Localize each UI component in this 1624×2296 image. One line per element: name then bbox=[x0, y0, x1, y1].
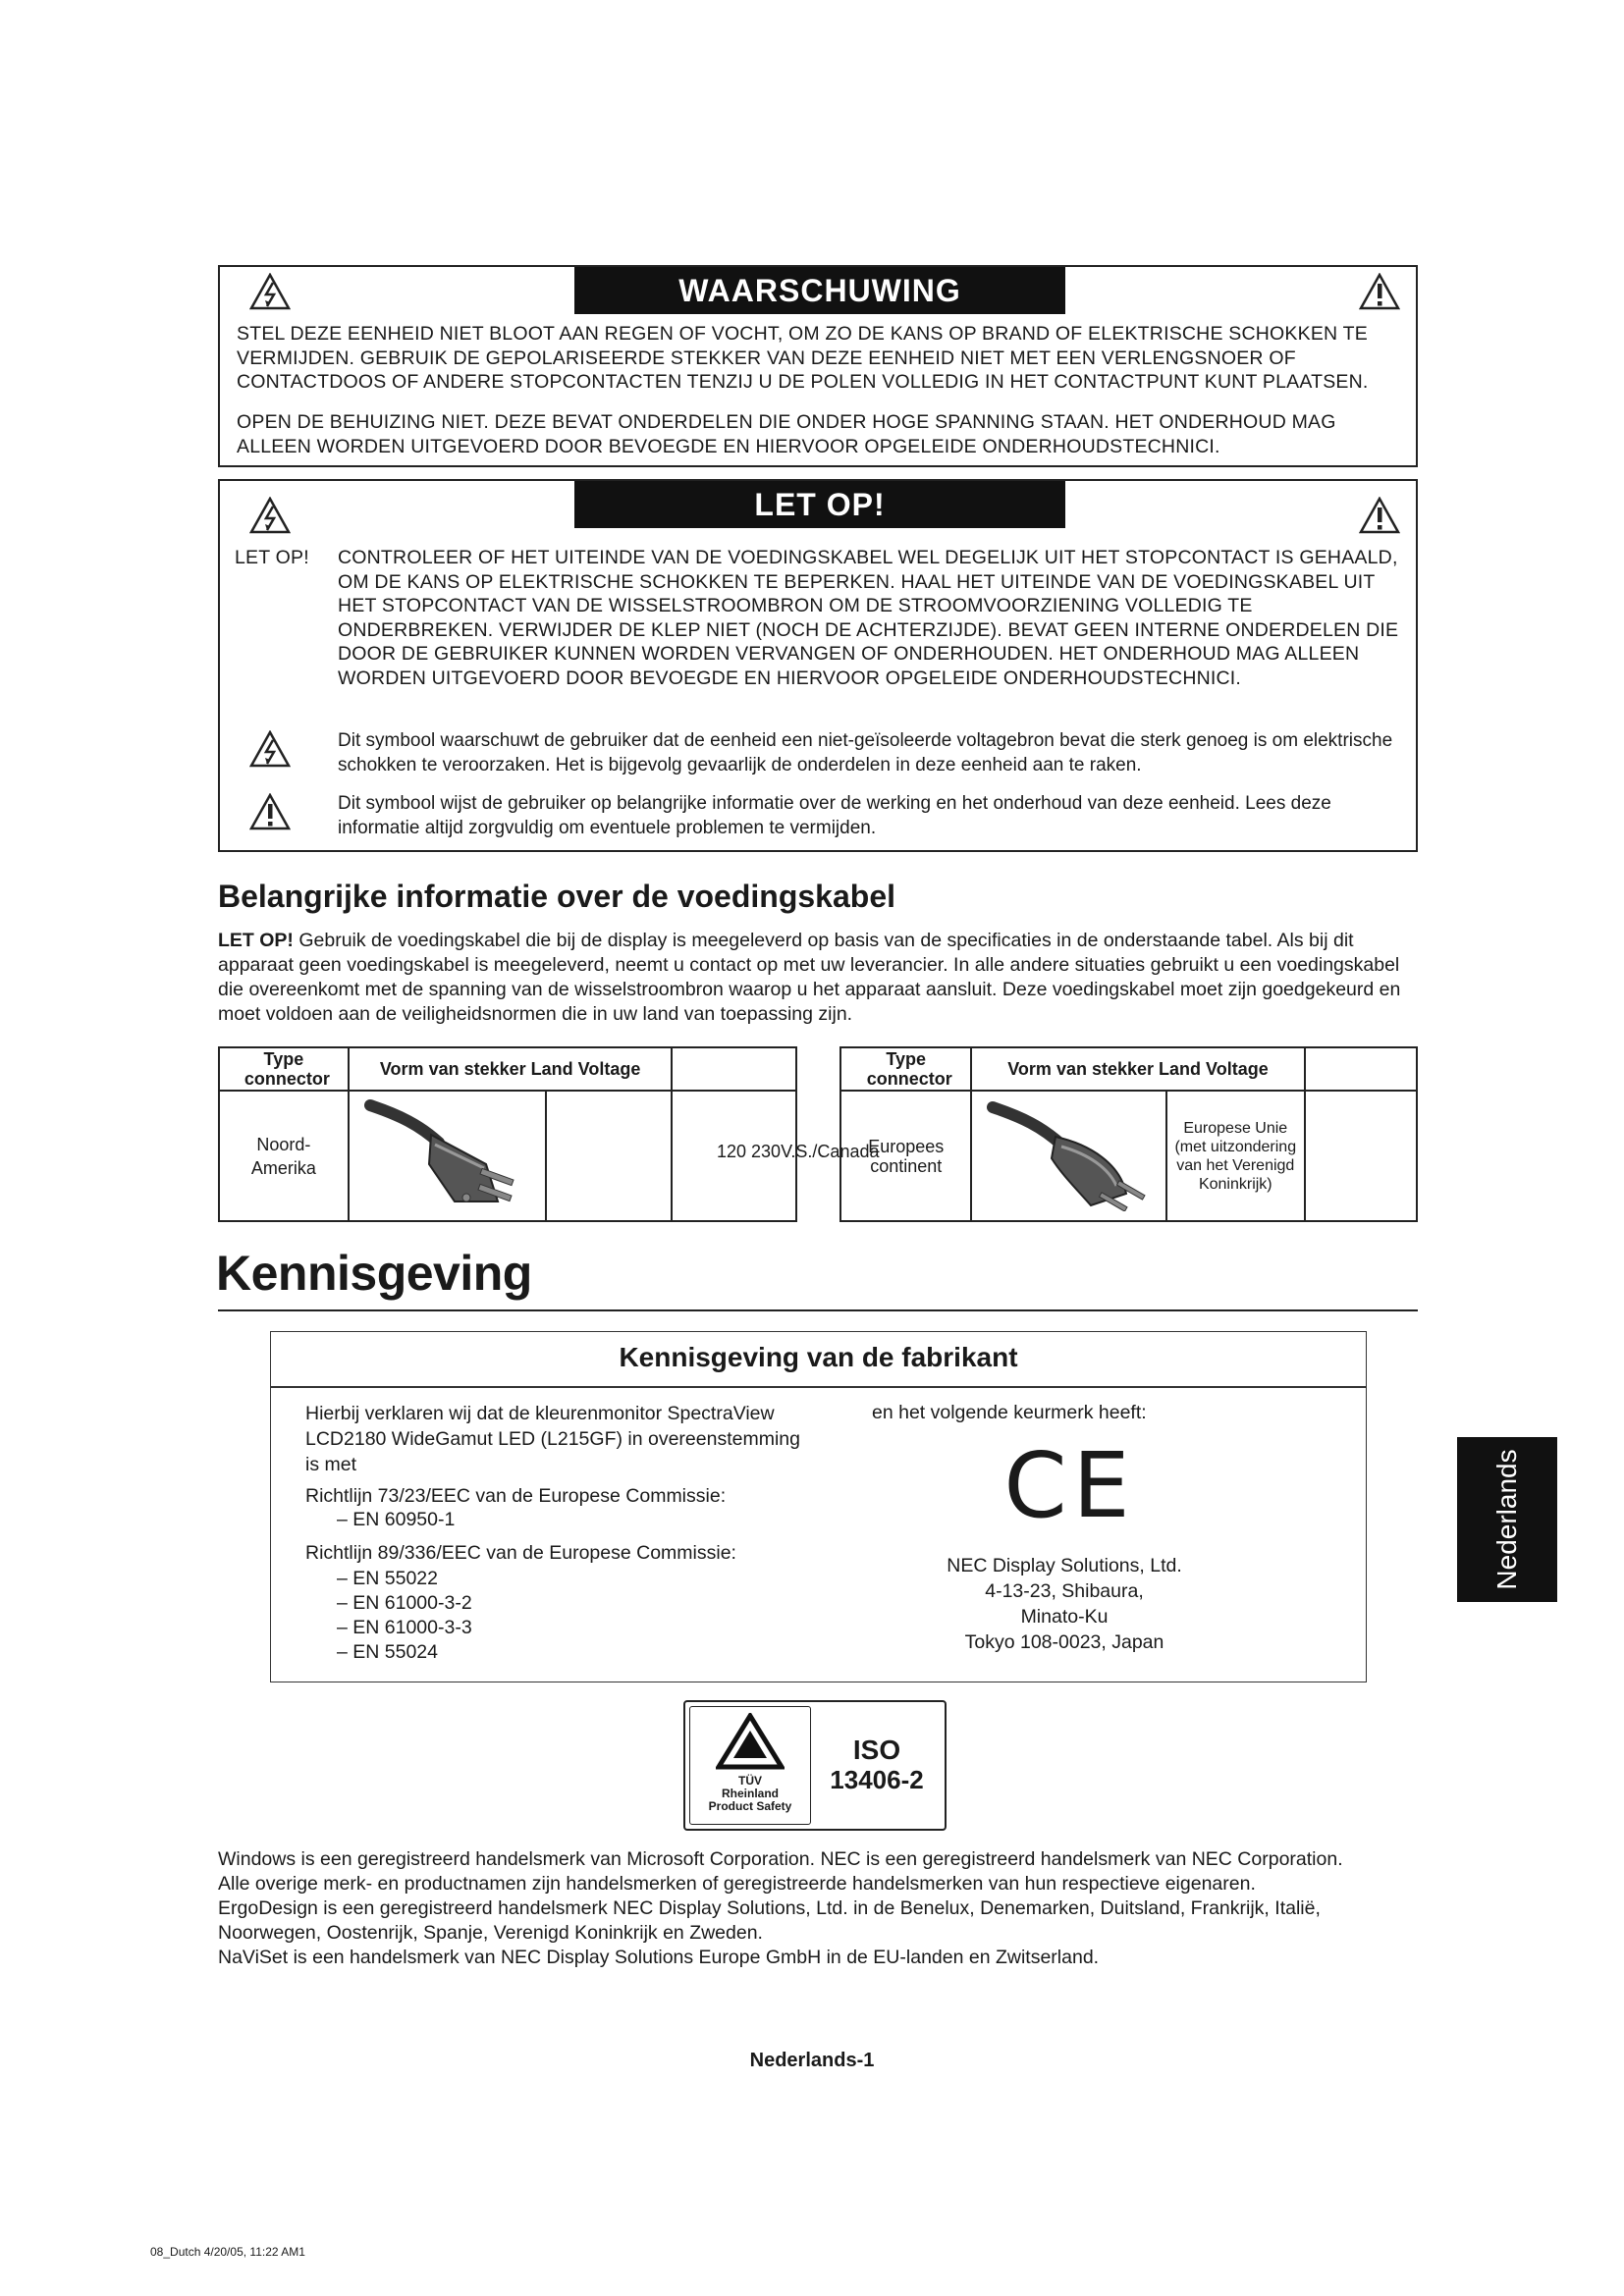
notice-heading: Kennisgeving bbox=[216, 1246, 532, 1301]
exclamation-warning-icon bbox=[1359, 497, 1400, 534]
north-america-plug-image bbox=[360, 1095, 533, 1211]
directive-2-item: – EN 61000-3-3 bbox=[337, 1617, 472, 1638]
trademark-paragraph: NaViSet is een handelsmerk van NEC Display Solutions Europe GmbH in de EU-landen en Zwitserland. bbox=[218, 1947, 1100, 1968]
europe-plug-image bbox=[983, 1095, 1156, 1211]
company-address bbox=[819, 1553, 1310, 1655]
country-europe: Europese Unie (met uitzondering van het Verenigd Koninkrijk) bbox=[1174, 1119, 1297, 1193]
company-line: Minato-Ku bbox=[1020, 1606, 1109, 1628]
side-language-tab bbox=[1457, 1437, 1557, 1602]
info-symbol-description: Dit symbool wijst de gebruiker op belangrijke informatie over de werking en het onderhoud van deze eenheid. Lees deze informatie altijd zorgvuldig om eventuele problemen te vermijden. bbox=[338, 793, 1331, 838]
power-cable-table-europe bbox=[839, 1046, 1418, 1222]
warning-paragraph-2: OPEN DE BEHUIZING NIET. DEZE BEVAT ONDERDELEN DIE ONDER HOGE SPANNING STAAN. HET ONDERHOUD MAG ALLEEN WORDEN UITGEVOERD DOOR BEVOEGDE EN HIERVOOR OPGELEIDE ONDERHOUDSTECHNICI. bbox=[237, 411, 1336, 457]
iso-logo bbox=[813, 1706, 941, 1825]
directive-2-item: – EN 61000-3-2 bbox=[337, 1592, 472, 1614]
iso-label: ISO bbox=[852, 1735, 901, 1765]
caution-label: LET OP! bbox=[235, 547, 309, 568]
type-connector-header: Type connector bbox=[866, 1049, 952, 1089]
company-line: 4-13-23, Shibaura, bbox=[985, 1580, 1144, 1602]
caution-text: CONTROLEER OF HET UITEINDE VAN DE VOEDINGSKABEL WEL DEGELIJK UIT HET STOPCONTACT IS GEHAALD, OM DE KANS OP ELEKTRISCHE SCHOKKEN TE BEPERKEN. HAAL HET UITEINDE VAN DE VOEDINGSKABEL UIT HET STOPCONTACT VAN DE WISSELSTROOMBRON OM DE STROOMVOORZIENING VOLLEDIG TE ONDERBREKEN. VERWIJDER DE KLEP NIET (NOCH DE ACHTERZIJDE). BEVAT GEEN INTERNE ONDERDELEN DIE DOOR DE GEBRUIKER KUNNEN WORDEN VERVANGEN OF ONDERHOUDEN. HET ONDERHOUD MAG ALLEEN WORDEN UITGEVOERD DOOR BEVOEGDE EN HIERVOOR OPGELEIDE ONDERHOUDSTECHNICI. bbox=[338, 547, 1399, 689]
tuv-label: Product Safety bbox=[708, 1799, 792, 1813]
power-cable-lead: LET OP! bbox=[218, 930, 294, 951]
caution-title: LET OP! bbox=[574, 481, 1065, 528]
lightning-warning-icon bbox=[249, 273, 291, 310]
notice-divider bbox=[218, 1309, 1418, 1311]
power-cable-body: Gebruik de voedingskabel die bij de display is meegeleverd op basis van de specificaties in de onderstaande tabel. Als bij dit apparaat geen voedingskabel is meegeleverd, neemt u contact op met uw leverancier. In alle andere situaties gebruikt u een voedingskabel die overeenkomt met de spanning van de wisselstroombron waarop u het apparaat aansluit. Deze voedingskabel moet zijn goedgekeurd en moet voldoen aan de veiligheidsnormen die in uw land van toepassing zijn. bbox=[218, 930, 1401, 1025]
plug-shape-header: Vorm van stekker bbox=[379, 1058, 526, 1079]
manufacturer-notice-box bbox=[270, 1331, 1367, 1682]
type-connector-header: Type connector bbox=[244, 1049, 330, 1089]
lightning-warning-icon bbox=[249, 730, 291, 768]
manufacturer-notice-title: Kennisgeving van de fabrikant bbox=[619, 1342, 1018, 1372]
directive-1: Richtlijn 73/23/EEC van de Europese Commissie: bbox=[305, 1485, 727, 1507]
warning-box bbox=[218, 265, 1418, 467]
power-cable-table-north-america bbox=[218, 1046, 797, 1222]
declaration-text: Hierbij verklaren wij dat de kleurenmonitor SpectraView LCD2180 WideGamut LED (L215GF) in overeenstemming is met bbox=[305, 1403, 800, 1475]
power-cable-text bbox=[218, 929, 1418, 1027]
manufacturer-notice-rule bbox=[271, 1386, 1366, 1388]
voltage-header: Voltage bbox=[1206, 1058, 1269, 1079]
tuv-label: TÜV bbox=[738, 1774, 762, 1788]
iso-label: 13406-2 bbox=[830, 1765, 924, 1794]
caution-box bbox=[218, 479, 1418, 852]
country-header: Land bbox=[530, 1058, 573, 1079]
voltage-header: Voltage bbox=[577, 1058, 641, 1079]
warning-paragraph-1: STEL DEZE EENHEID NIET BLOOT AAN REGEN OF VOCHT, OM ZO DE KANS OP BRAND OF ELEKTRISCHE SCHOKKEN TE VERMIJDEN. GEBRUIK DE GEPOLARISEERDE STEKKER VAN DEZE EENHEID NIET MET EEN VERLENGSNOER OF CONTACTDOOS OF ANDERE STOPCONTACTEN TENZIJ U DE POLEN VOLLEDIG IN HET CONTACTPUNT KUNT PLAATSEN. bbox=[237, 323, 1369, 393]
page-number: Nederlands-1 bbox=[749, 2050, 875, 2071]
directive-2: Richtlijn 89/336/EEC van de Europese Commissie: bbox=[305, 1542, 736, 1564]
type-europe: Europees continent bbox=[868, 1136, 945, 1176]
ce-mark: CE bbox=[1003, 1433, 1136, 1538]
directive-1-item: – EN 60950-1 bbox=[337, 1509, 456, 1530]
lightning-warning-icon bbox=[249, 497, 291, 534]
exclamation-warning-icon bbox=[249, 793, 291, 830]
power-cable-heading: Belangrijke informatie over de voedingskabel bbox=[218, 879, 895, 914]
voltage-overlap-text: 120 230V.S./Canada bbox=[717, 1142, 880, 1161]
country-header: Land bbox=[1159, 1058, 1202, 1079]
trademarks bbox=[218, 1847, 1424, 1970]
directive-2-item: – EN 55024 bbox=[337, 1641, 438, 1663]
trademark-paragraph: Alle overige merk- en productnamen zijn handelsmerken of geregistreerde handelsmerken van hun respectieve eigenaren. bbox=[218, 1873, 1256, 1895]
trademark-paragraph: Windows is een geregistreerd handelsmerk van Microsoft Corporation. NEC is een geregistreerd handelsmerk van NEC Corporation. bbox=[218, 1848, 1343, 1870]
exclamation-warning-icon bbox=[1359, 273, 1400, 310]
directive-2-item: – EN 55022 bbox=[337, 1568, 438, 1589]
company-line: NEC Display Solutions, Ltd. bbox=[947, 1555, 1182, 1576]
certification-logo bbox=[683, 1700, 947, 1831]
trademark-paragraph: ErgoDesign is een geregistreerd handelsmerk NEC Display Solutions, Ltd. in de Benelux, Denemarken, Duitsland, Frankrijk, Italië, Noorwegen, Oostenrijk, Spanje, Verenigd Koninkrijk en Zweden. bbox=[218, 1897, 1321, 1944]
warning-title: WAARSCHUWING bbox=[574, 267, 1065, 314]
plug-shape-header: Vorm van stekker bbox=[1007, 1058, 1155, 1079]
tuv-logo bbox=[689, 1706, 811, 1825]
footer-meta: 08_Dutch 4/20/05, 11:22 AM1 bbox=[150, 2245, 305, 2259]
mark-text: en het volgende keurmerk heeft: bbox=[872, 1402, 1147, 1423]
voltage-symbol-description: Dit symbool waarschuwt de gebruiker dat de eenheid een niet-geïsoleerde voltagebron bevat die sterk genoeg is om elektrische schokken te veroorzaken. Het is bijgevolg gevaarlijk de onderdelen in deze eenheid aan te raken. bbox=[338, 730, 1393, 775]
tuv-label: Rheinland bbox=[721, 1787, 779, 1800]
company-line: Tokyo 108-0023, Japan bbox=[964, 1631, 1164, 1653]
side-language-label: Nederlands bbox=[1491, 1449, 1522, 1590]
tuv-triangle-icon bbox=[716, 1713, 785, 1770]
type-north-america: Noord-Amerika bbox=[250, 1134, 316, 1178]
